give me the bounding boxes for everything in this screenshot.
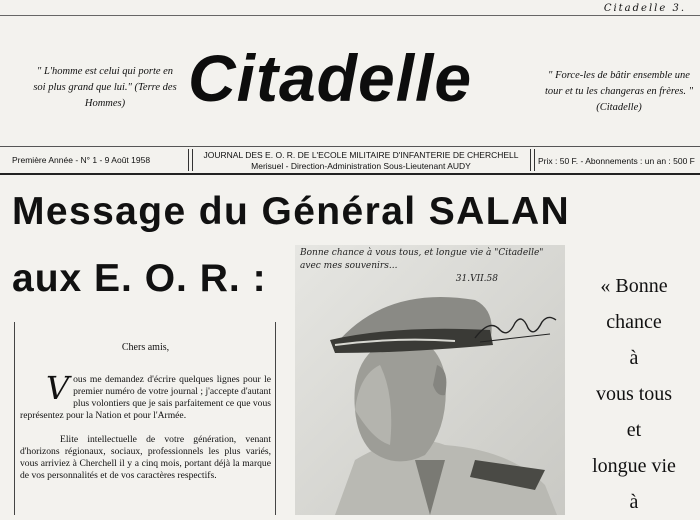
pull-quote-line: longue vie	[592, 455, 676, 477]
dedication-date: 31.VII.58	[455, 274, 498, 284]
article-column	[14, 322, 276, 515]
pull-quote-line: vous tous	[595, 383, 673, 405]
price-info: Prix : 50 F. - Abonnements : un an : 500 F	[538, 156, 695, 166]
article-paragraph-2: Elite intellectuelle de votre génération, venant d'horizons régionaux, sociaux, professionnels les plus variés, vous arriviez à Cherchell il y a cinq mois, portant déjà la marque de vos personnalités et de vos caractères respectifs.	[20, 434, 271, 481]
pull-quote-line: et	[626, 419, 642, 441]
article-paragraph-1-text: ous me demandez d'écrire quelques lignes pour le premier numéro de votre journal ; j'accepte d'autant plus volontiers que je sais parfaitement ce que vous représentez pour la Nation et pour l'Armée.	[20, 374, 271, 421]
article-paragraph-1	[20, 369, 271, 422]
signature-mark	[470, 308, 560, 348]
pull-quote	[574, 268, 694, 520]
handwritten-dedication	[300, 247, 558, 286]
divider-left	[188, 149, 193, 171]
dedication-line-1: Bonne chance à vous tous, et longue vie à "Citadelle"	[300, 248, 544, 258]
article-dropcap: V	[46, 369, 70, 407]
journal-description	[196, 150, 526, 172]
pull-quote-line: « Bonne	[600, 275, 668, 297]
divider-right	[530, 149, 535, 171]
masthead-quote-left: " L'homme est celui qui porte en soi plus grand que lui." (Terre des Hommes)	[33, 66, 177, 109]
pull-quote-line: à	[629, 347, 639, 369]
top-rule	[0, 15, 700, 16]
journal-line-2: Merisuel - Direction-Administration Sous-Lieutenant AUDY	[251, 161, 471, 171]
masthead-quote-right: " Force-les de bâtir ensemble une tour et tu les changeras en frères. " (Citadelle)	[544, 70, 694, 113]
page-number-label: Citadelle 3.	[603, 3, 686, 14]
journal-line-1: JOURNAL DES E. O. R. DE L'ECOLE MILITAIRE D'INFANTERIE DE CHERCHELL	[203, 150, 519, 160]
pull-quote-line: chance	[606, 311, 662, 333]
pull-quote-line: à	[629, 491, 639, 513]
masthead-title: Citadelle	[188, 41, 473, 115]
dedication-line-2: avec mes souvenirs...	[300, 261, 398, 271]
article-greeting: Chers amis,	[121, 342, 170, 353]
headline-line-2: aux E. O. R. :	[12, 257, 267, 300]
info-bar	[0, 146, 700, 175]
headline-line-1: Message du Général SALAN	[12, 190, 571, 233]
issue-info: Première Année - N° 1 - 9 Août 1958	[12, 155, 151, 165]
